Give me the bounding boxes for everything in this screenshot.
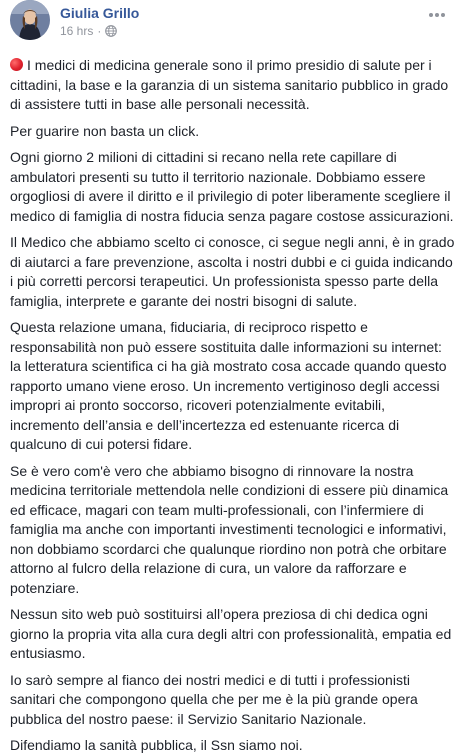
post-paragraph-6: Se è vero com'è vero che abbiamo bisogno di rinnovare la nostra medicina territoriale mettendola nelle condizioni di essere più dinamica ed efficace, magari con team multi-professionali, con l’infermiere di famiglia ma anche con importanti investimenti tecnologici e informativi, non dobbiamo scordarci che qualunque riordino non potrà che orbitare attorno al fulcro della relazione di cura, un valore da rafforzare e potenziare. xyxy=(10,462,449,596)
globe-icon xyxy=(105,25,117,37)
post-paragraph-7: Nessun sito web può sostituirsi all’opera preziosa di chi dedica ogni giorno la propria vita alla cura degli altri con professionalità, empatia ed entusiasmo. xyxy=(10,606,452,661)
post-paragraph-9: Difendiamo la sanità pubblica, il Ssn siamo noi. xyxy=(10,737,303,753)
post-paragraph-4: Il Medico che abbiamo scelto ci conosce, ci segue negli anni, è in grado di aiutarci a fare prevenzione, ascolta i nostri dubbi e ci guida indicando i più corretti percorsi terapeutici. Un professionista spesso parte della famiglia, interprete e garante dei nostri bisogni di salute. xyxy=(10,234,455,309)
avatar-image xyxy=(10,0,50,40)
red-circle-icon xyxy=(10,58,23,71)
post-meta xyxy=(60,24,117,38)
meta-separator: · xyxy=(97,24,102,38)
post-paragraph-8: Io sarò sempre al fianco dei nostri medici e di tutti i professionisti sanitari che compongono quella che per me è la più grande opera pubblica del nostro paese: il Servizio Sanitario Nazionale. xyxy=(10,671,418,727)
avatar[interactable] xyxy=(10,0,50,40)
post-paragraph-3: Ogni giorno 2 milioni di cittadini si recano nella rete capillare di ambulatori presenti su tutto il territorio nazionale. Dobbiamo essere orgogliosi di avere il diritto e il privilegio di poter liberamente scegliere il medico di famiglia di nostra fiducia senza pagare costose assicurazioni. xyxy=(10,149,454,224)
post-timestamp[interactable]: 16 hrs xyxy=(60,24,94,38)
author-name-link[interactable]: Giulia Grillo xyxy=(60,5,140,21)
post-paragraph-2: Per guarire non basta un click. xyxy=(10,122,200,139)
more-options-icon[interactable] xyxy=(427,8,447,20)
post-header xyxy=(10,0,455,46)
post-paragraph-1: I medici di medicina generale sono il primo presidio di salute per i cittadini, la base e la garanzia di un sistema sanitario pubblico in grado di assistere tutti in base alle personali necessità. xyxy=(10,57,449,112)
post-body xyxy=(10,56,455,756)
post-paragraph-5: Questa relazione umana, fiduciaria, di reciproco rispetto e responsabilità non può essere sostituita dalle informazioni su internet: la letteratura scientifica ci ha già mostrato cosa accade quando questo rapporto umano viene eroso. Un incremento vertiginoso degli accessi impropri ai pronto soccorso, ricoveri potenzialmente evitabili, incremento dell’ansia e dell’incertezza ed estenuante ricerca di qualcuno di cui potersi fidare. xyxy=(10,319,447,452)
